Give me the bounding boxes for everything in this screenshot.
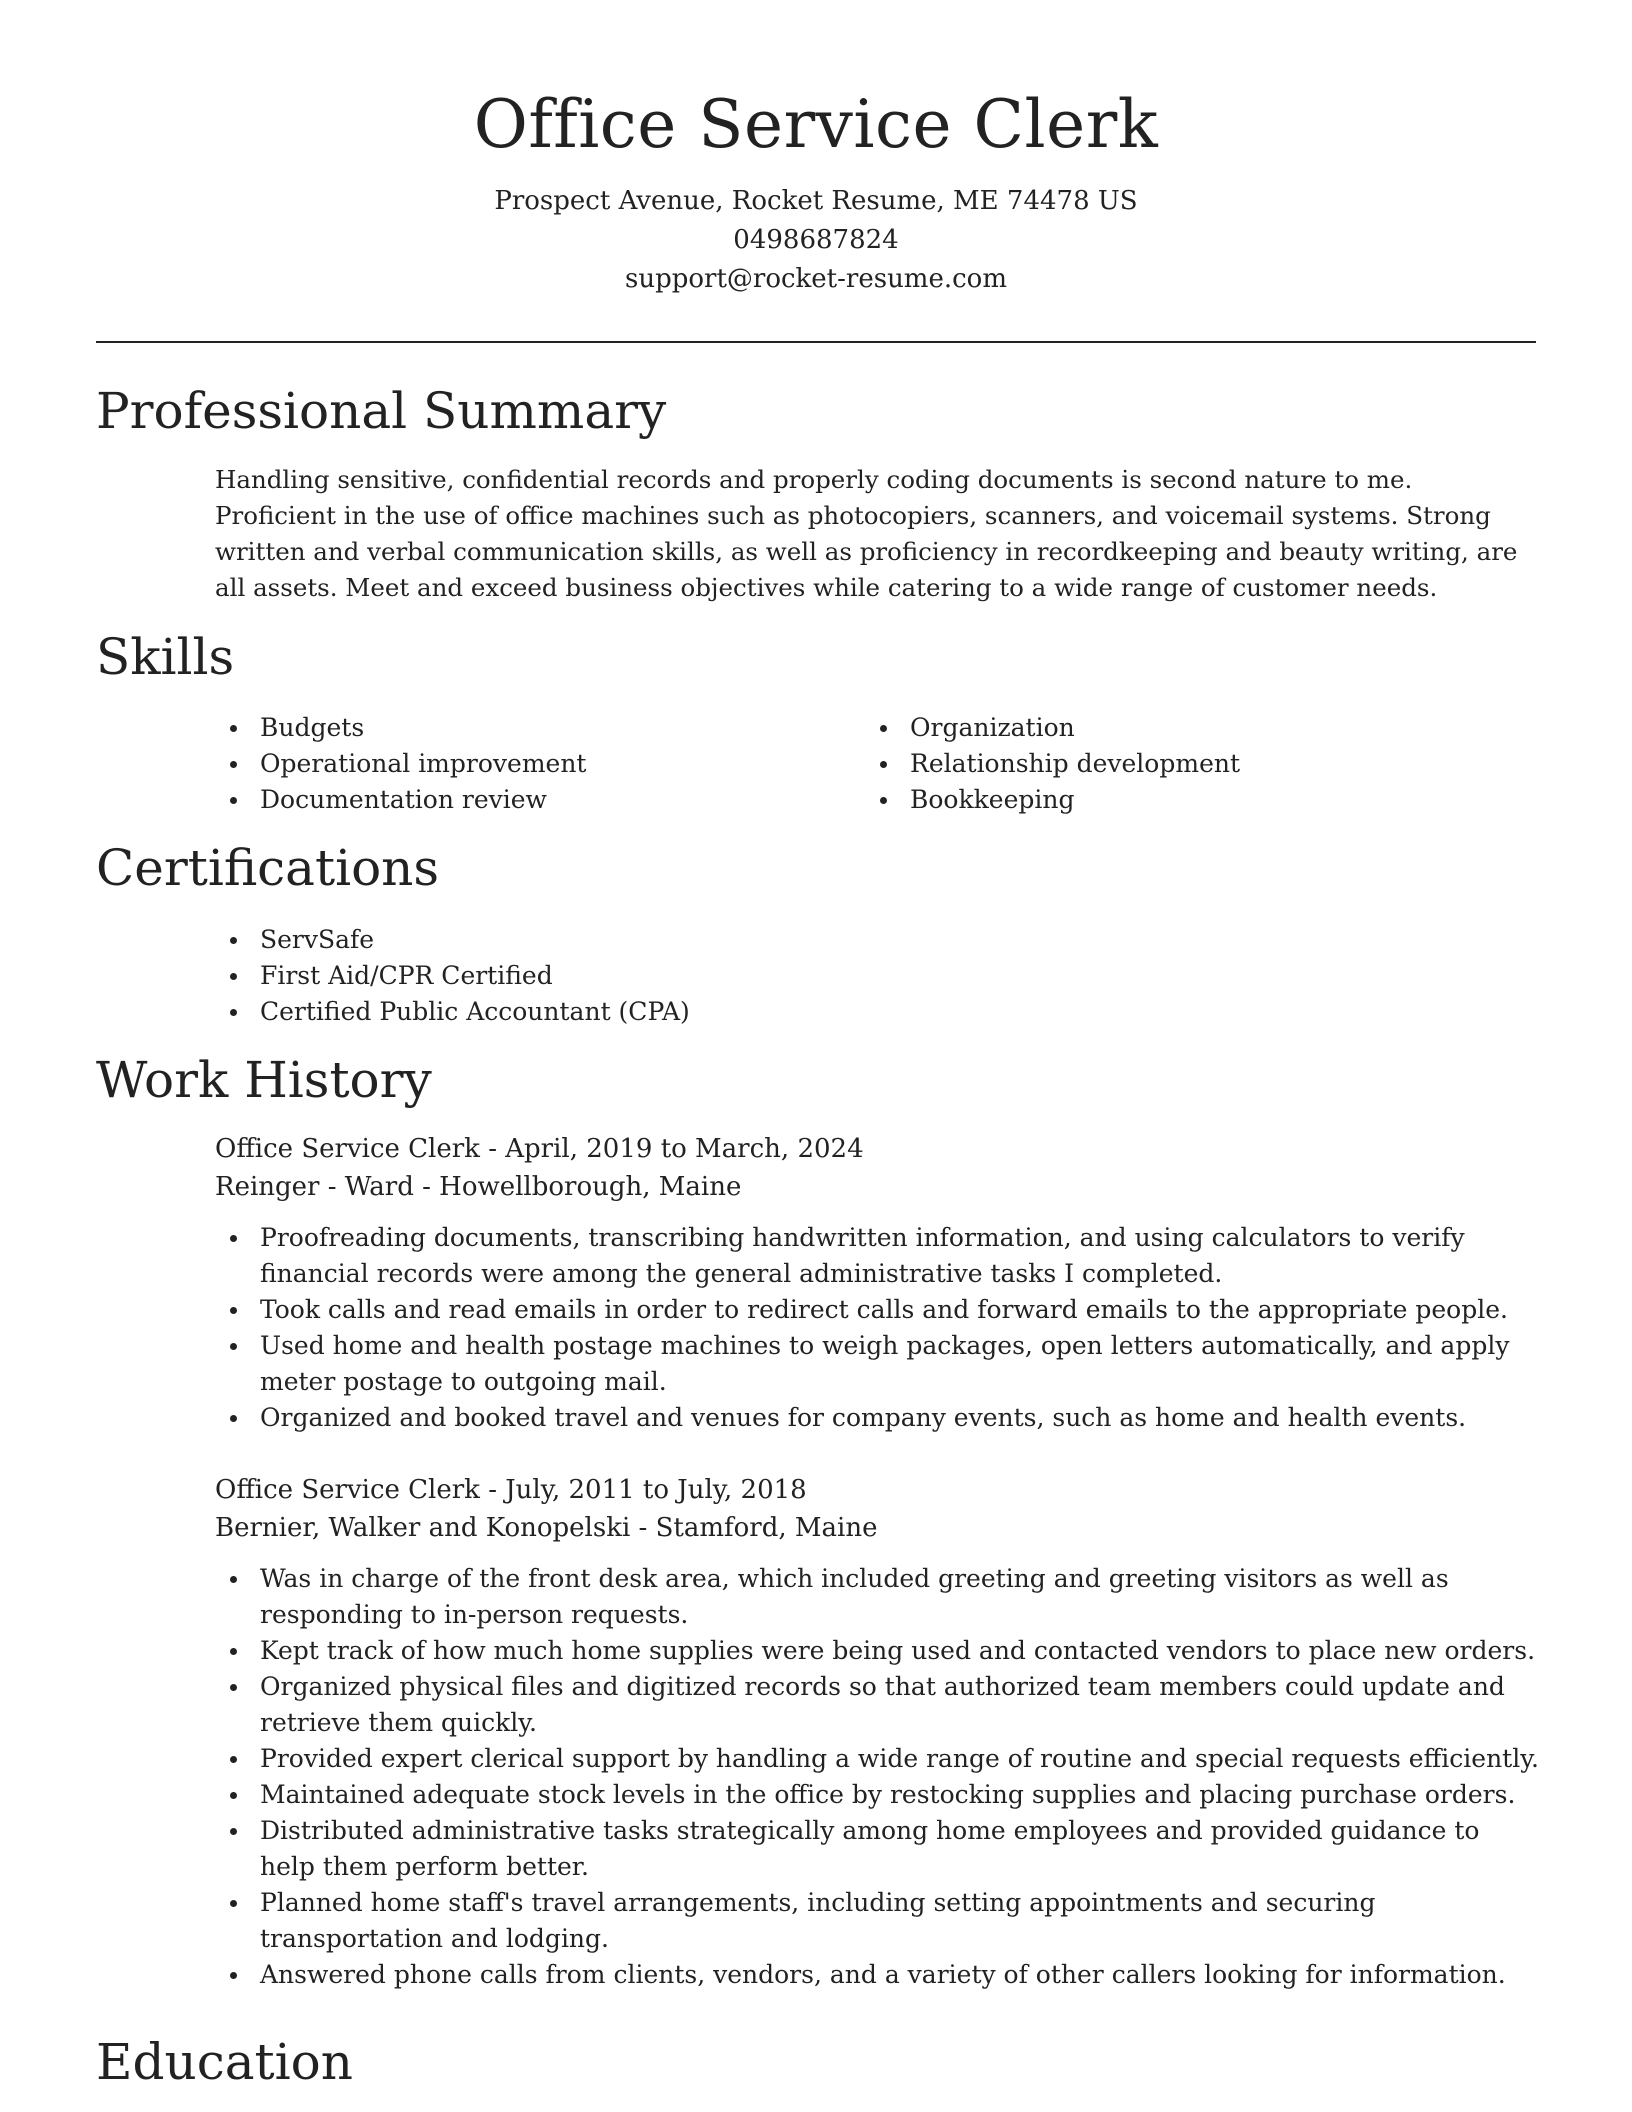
job-bullet: Maintained adequate stock levels in the office by restocking supplies and placing purchase orders. [215,1777,1540,1813]
job-entry [215,1130,1540,1436]
skill-item: Operational improvement [215,746,855,782]
job-company-location: Bernier, Walker and Konopelski - Stamford, Maine [215,1513,878,1543]
skill-item: Relationship development [865,746,1505,782]
certification-item: First Aid/CPR Certified [215,958,1535,994]
summary-text: Handling sensitive, confidential records and properly coding documents is second nature to me. Proficient in the use of office machines such as photocopiers, scanners, and voicemail systems. Strong written and verbal communication skills, as well as proficiency in recordkeeping and beauty writing, are all assets. Meet and exceed business objectives while catering to a wide range of customer needs. [215,465,1518,602]
job-bullet: Was in charge of the front desk area, which included greeting and greeting visitors as well as responding to in-person requests. [215,1561,1540,1633]
job-bullet: Took calls and read emails in order to redirect calls and forward emails to the appropriate people. [215,1292,1540,1328]
phone-number: 0498687824 [733,225,899,255]
job-entry [215,1471,1540,1993]
certification-item: Certified Public Accountant (CPA) [215,994,1535,1030]
certifications-heading: Certifications [96,839,440,897]
email-address: support@rocket-resume.com [624,264,1007,294]
skill-item: Documentation review [215,782,855,818]
address: Prospect Avenue, Rocket Resume, ME 74478 US [494,186,1138,216]
certifications-list [215,922,1535,1030]
skills-heading: Skills [96,628,235,686]
candidate-name: Office Service Clerk [473,86,1159,163]
resume-header [0,80,1632,299]
skill-item: Bookkeeping [865,782,1505,818]
skill-item: Budgets [215,710,855,746]
skill-item: Organization [865,710,1505,746]
job-bullet: Organized physical files and digitized records so that authorized team members could update and retrieve them quickly. [215,1669,1540,1741]
job-bullets [215,1561,1540,1993]
job-company-location: Reinger - Ward - Howellborough, Maine [215,1172,742,1202]
job-bullet: Answered phone calls from clients, vendors, and a variety of other callers looking for information. [215,1957,1540,1993]
certification-item: ServSafe [215,922,1535,958]
job-bullet: Proofreading documents, transcribing handwritten information, and using calculators to verify financial records were among the general administrative tasks I completed. [215,1220,1540,1292]
skills-list-right [865,710,1505,818]
skills-list-left [215,710,855,818]
job-bullet: Planned home staff's travel arrangements, including setting appointments and securing transportation and lodging. [215,1885,1540,1957]
contact-info [0,182,1632,299]
job-title-dates: Office Service Clerk - April, 2019 to March, 2024 [215,1134,864,1164]
work-history-heading: Work History [96,1051,432,1109]
job-bullet: Organized and booked travel and venues for company events, such as home and health events. [215,1400,1540,1436]
job-bullets [215,1220,1540,1436]
job-bullet: Provided expert clerical support by handling a wide range of routine and special requests efficiently. [215,1741,1540,1777]
job-bullet: Distributed administrative tasks strategically among home employees and provided guidance to help them perform better. [215,1813,1540,1885]
job-title-dates: Office Service Clerk - July, 2011 to July, 2018 [215,1475,807,1505]
education-heading: Education [96,2033,353,2091]
header-divider [96,341,1536,343]
job-bullet: Kept track of how much home supplies were being used and contacted vendors to place new orders. [215,1633,1540,1669]
job-bullet: Used home and health postage machines to weigh packages, open letters automatically, and apply meter postage to outgoing mail. [215,1328,1540,1400]
summary-heading: Professional Summary [96,382,667,440]
